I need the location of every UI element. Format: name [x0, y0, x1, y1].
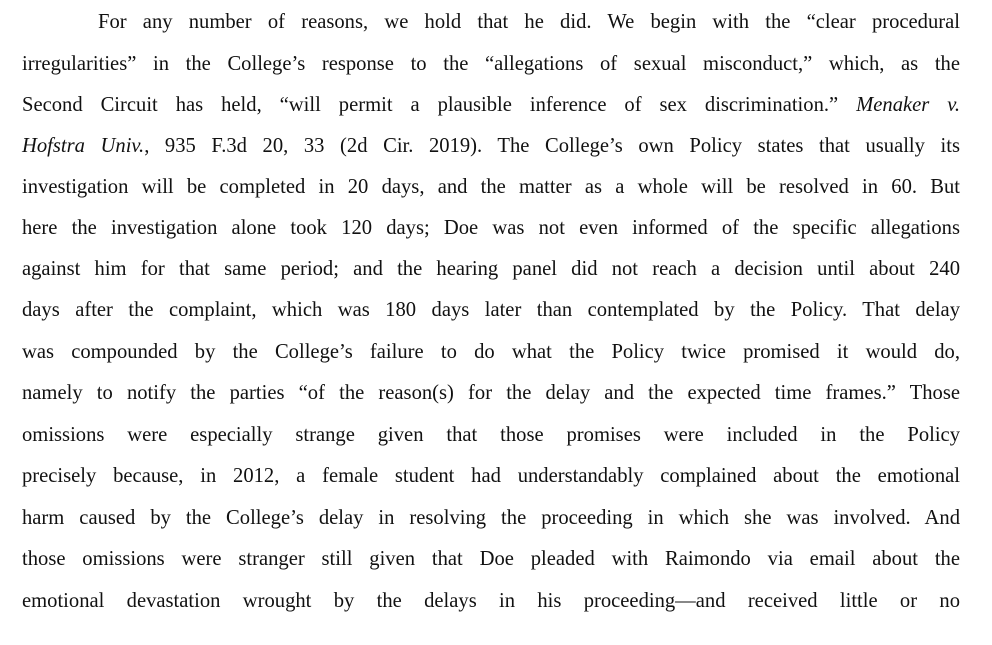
paragraph-line-10 — [22, 381, 960, 405]
line-text: was compounded by the College’s failure to do what the Policy twice promised it would do, — [22, 341, 960, 363]
paragraph-line-1 — [98, 10, 960, 34]
line-text: harm caused by the College’s delay in resolving the proceeding in which she was involved. And — [22, 507, 960, 529]
line-text: namely to notify the parties “of the reason(s) for the delay and the expected time frames.” Those — [22, 382, 960, 404]
line-text: emotional devastation wrought by the delays in his proceeding—and received little or no — [22, 590, 960, 612]
line-text: those omissions were stranger still given that Doe pleaded with Raimondo via email about the — [22, 548, 960, 570]
line-text: For any number of reasons, we hold that he did. We begin with the “clear procedural — [98, 11, 960, 33]
line-text: , 935 F.3d 20, 33 (2d Cir. 2019). The College’s own Policy states that usually its — [144, 135, 960, 157]
line-text: precisely because, in 2012, a female student had understandably complained about the emotional — [22, 465, 960, 487]
line-text: omissions were especially strange given that those promises were included in the Policy — [22, 424, 960, 446]
paragraph-line-9 — [22, 340, 960, 364]
paragraph-line-13 — [22, 506, 960, 530]
paragraph-line-2 — [22, 52, 960, 76]
paragraph-line-8 — [22, 298, 960, 322]
paragraph-line-15 — [22, 589, 960, 613]
case-name-italic: Hofstra Univ. — [22, 135, 145, 157]
line-text: days after the complaint, which was 180 days later than contemplated by the Policy. That delay — [22, 299, 960, 321]
paragraph-line-7 — [22, 257, 960, 281]
paragraph-line-12 — [22, 464, 960, 488]
paragraph-line-11 — [22, 423, 960, 447]
case-name-italic: Menaker v. — [856, 94, 960, 116]
line-text: against him for that same period; and the hearing panel did not reach a decision until about 240 — [22, 258, 960, 280]
paragraph-line-4 — [22, 134, 960, 158]
paragraph-line-14 — [22, 547, 960, 571]
paragraph-line-3 — [22, 93, 960, 117]
line-text: Second Circuit has held, “will permit a plausible inference of sex discrimination.” — [22, 94, 857, 116]
paragraph-line-5 — [22, 175, 960, 199]
paragraph-line-6 — [22, 216, 960, 240]
line-text: irregularities” in the College’s response to the “allegations of sexual misconduct,” which, as the — [22, 53, 960, 75]
line-text: here the investigation alone took 120 days; Doe was not even informed of the specific allegations — [22, 217, 960, 239]
line-text: investigation will be completed in 20 days, and the matter as a whole will be resolved in 60. But — [22, 176, 960, 198]
